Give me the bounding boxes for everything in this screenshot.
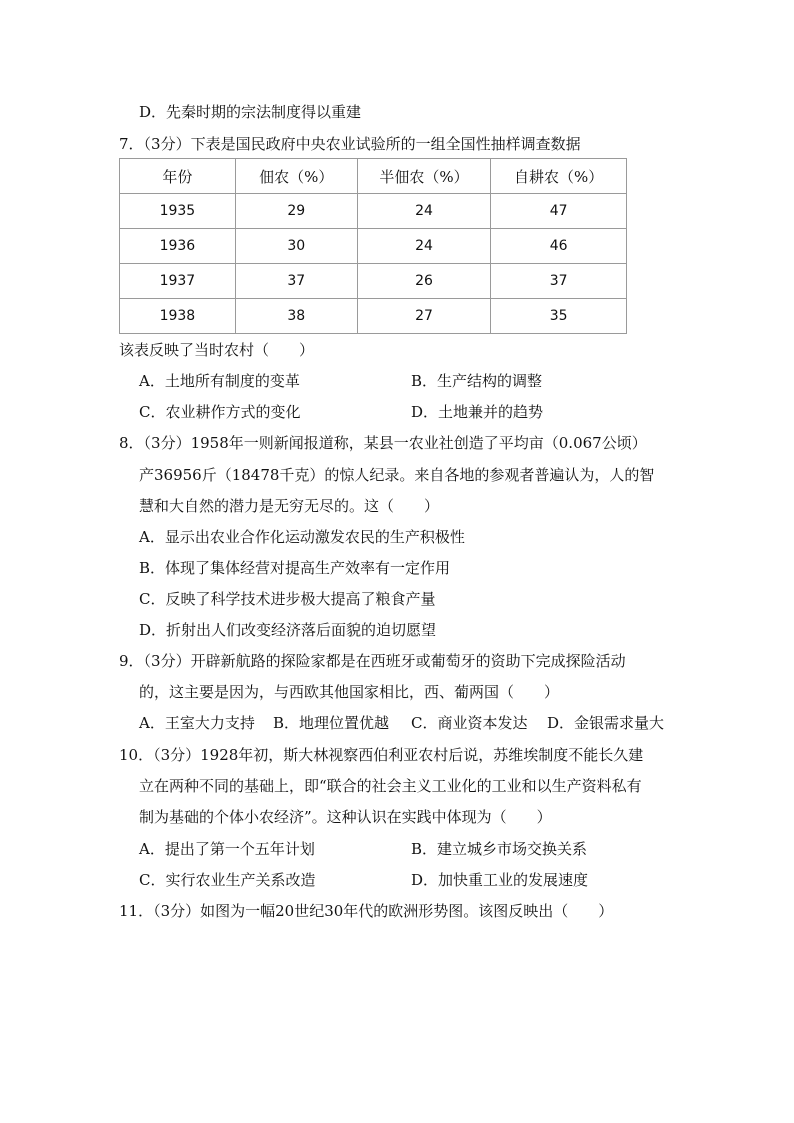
q10-stem-line-2: 立在两种不同的基础上，即“联合的社会主义工业化的工业和以生产资料私有 xyxy=(139,777,642,795)
q9-stem-line-2: 的，这主要是因为，与西欧其他国家相比，西、葡两国（ ） xyxy=(139,683,560,701)
q8-option-d: D．折射出人们改变经济落后面貌的迫切愿望 xyxy=(139,621,437,639)
table-cell: 47 xyxy=(491,194,627,229)
q10-option-a: A．提出了第一个五年计划 xyxy=(139,840,315,858)
q7-option-d: D．土地兼并的趋势 xyxy=(411,403,544,421)
table-cell: 1938 xyxy=(120,299,236,334)
q7-option-b: B．生产结构的调整 xyxy=(411,372,543,390)
table-cell: 26 xyxy=(357,264,491,299)
q7-options-row-1 xyxy=(139,371,699,391)
q7-stem: 7．（3分）下表是国民政府中央农业试验所的一组全国性抽样调查数据 xyxy=(119,135,581,153)
q10-option-b: B．建立城乡市场交换关系 xyxy=(411,840,588,858)
table-cell: 38 xyxy=(235,299,357,334)
table-cell: 37 xyxy=(491,264,627,299)
q8-option-a: A．显示出农业合作化运动激发农民的生产积极性 xyxy=(139,528,465,546)
q8-stem-line-3: 慧和大自然的潜力是无穷无尽的。这（ ） xyxy=(139,497,440,515)
table-header-semi-tenant: 半佃农（%） xyxy=(357,159,491,194)
q9-stem-line-1: 9．（3分）开辟新航路的探险家都是在西班牙或葡萄牙的资助下完成探险活动 xyxy=(119,652,626,670)
q8-option-c: C．反映了科学技术进步极大提高了粮食产量 xyxy=(139,590,436,608)
table-header-year: 年份 xyxy=(120,159,236,194)
table-cell: 29 xyxy=(235,194,357,229)
q10-stem-line-3: 制为基础的个体小农经济”。这种认识在实践中体现为（ ） xyxy=(139,808,552,826)
table-cell: 24 xyxy=(357,229,491,264)
q10-options-row-2 xyxy=(139,870,699,890)
table-cell: 37 xyxy=(235,264,357,299)
table-cell: 30 xyxy=(235,229,357,264)
q7-option-a: A．土地所有制度的变革 xyxy=(139,372,300,390)
q7-question: 该表反映了当时农村（ ） xyxy=(119,341,315,359)
table-header-tenant: 佃农（%） xyxy=(235,159,357,194)
q8-stem-line-2: 产36956斤（18478千克）的惊人纪录。来自各地的参观者普遍认为，人的智 xyxy=(139,466,655,484)
table-cell: 1936 xyxy=(120,229,236,264)
q10-option-c: C．实行农业生产关系改造 xyxy=(139,871,316,889)
table-row xyxy=(120,229,627,264)
table-header-row xyxy=(120,159,627,194)
table-cell: 1937 xyxy=(120,264,236,299)
table-row xyxy=(120,299,627,334)
table-cell: 27 xyxy=(357,299,491,334)
q7-data-table xyxy=(119,158,627,334)
q9-option-a: A．王室大力支持 xyxy=(139,714,255,732)
table-row xyxy=(120,194,627,229)
q9-option-c: C．商业资本发达 xyxy=(411,714,528,732)
q7-option-c: C．农业耕作方式的变化 xyxy=(139,403,301,421)
q9-option-b: B．地理位置优越 xyxy=(273,714,390,732)
q10-options-row-1 xyxy=(139,839,699,859)
q7-options-row-2 xyxy=(139,402,699,422)
table-cell: 35 xyxy=(491,299,627,334)
table-row xyxy=(120,264,627,299)
q10-option-d: D．加快重工业的发展速度 xyxy=(411,871,589,889)
q6-option-d: D．先秦时期的宗法制度得以重建 xyxy=(139,103,362,121)
q10-stem-line-1: 10．（3分）1928年初，斯大林视察西伯利亚农村后说，苏维埃制度不能长久建 xyxy=(119,746,644,764)
table-cell: 46 xyxy=(491,229,627,264)
table-cell: 24 xyxy=(357,194,491,229)
table-header-owner: 自耕农（%） xyxy=(491,159,627,194)
q11-stem: 11．（3分）如图为一幅20世纪30年代的欧洲形势图。该图反映出（ ） xyxy=(119,902,614,920)
q8-stem-line-1: 8．（3分）1958年一则新闻报道称，某县一农业社创造了平均亩（0.067公顷） xyxy=(119,434,647,452)
q8-option-b: B．体现了集体经营对提高生产效率有一定作用 xyxy=(139,559,451,577)
q9-options-row xyxy=(139,713,699,733)
table-cell: 1935 xyxy=(120,194,236,229)
q9-option-d: D．金银需求量大 xyxy=(547,714,665,732)
